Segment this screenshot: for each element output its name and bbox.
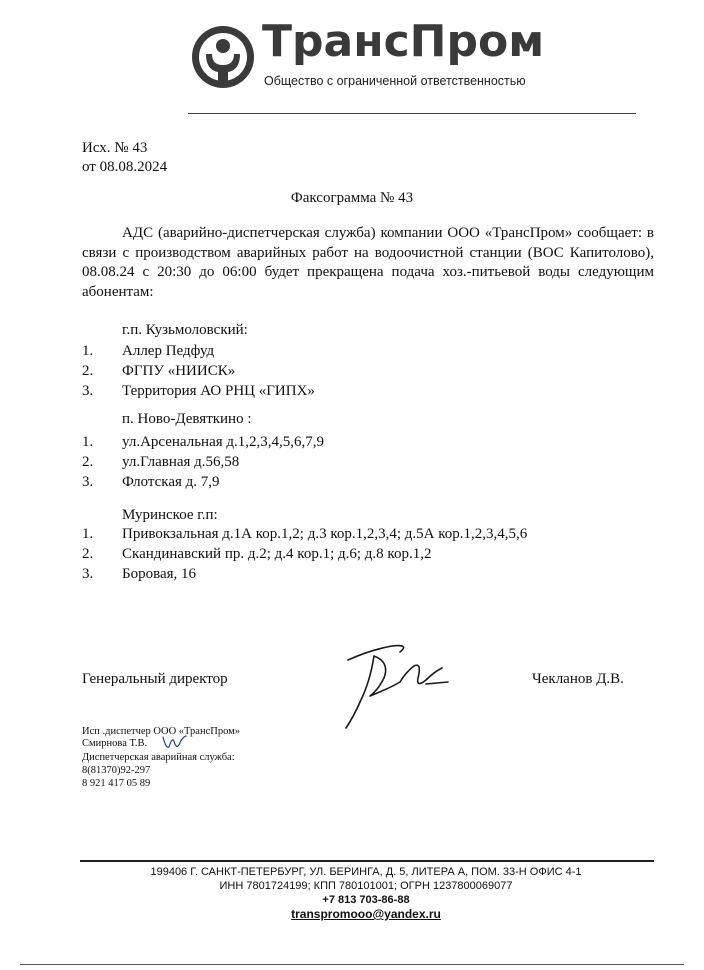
list-item [82, 432, 672, 452]
list-item [82, 544, 672, 564]
item-number: 1. [82, 343, 94, 359]
item-number: 1. [82, 434, 94, 450]
item-number: 2. [82, 363, 94, 379]
handwritten-initials [160, 733, 190, 751]
list-item [82, 361, 672, 381]
item-text: Аллер Педфуд [122, 343, 215, 359]
transprom-logo-icon [190, 24, 256, 90]
dispatch-phone: 8(81370)92-297 [82, 765, 151, 776]
item-number: 1. [82, 526, 94, 542]
list-item [82, 524, 672, 544]
item-text: Боровая, 16 [122, 566, 197, 582]
company-name: ТрансПром [262, 16, 545, 67]
group-title: г.п. Кузьмоловский: [122, 322, 248, 338]
item-text: ФГПУ «НИИСК» [122, 363, 236, 379]
item-text: ул.Главная д.56,58 [122, 454, 240, 470]
footer-divider [80, 860, 654, 862]
footer-phone: +7 813 703-86-88 [322, 894, 410, 906]
list-item [82, 472, 672, 492]
footer-address: 199406 Г. САНКТ-ПЕТЕРБУРГ, УЛ. БЕРИНГА, Д. 5, ЛИТЕРА А, ПОМ. 33-Н ОФИС 4-1 [150, 866, 582, 878]
list-item [82, 452, 672, 472]
item-number: 3. [82, 474, 94, 490]
outgoing-number: Исх. № 43 [82, 140, 148, 156]
header-divider [188, 113, 636, 114]
item-number: 2. [82, 546, 94, 562]
document-title: Факсограмма № 43 [290, 190, 414, 206]
item-number: 2. [82, 454, 94, 470]
company-form: Общество с ограниченной ответственностью [264, 74, 526, 88]
executor-line: Исп .диспетчер ООО «ТрансПром» [82, 726, 241, 737]
item-number: 3. [82, 383, 94, 399]
item-text: Скандинавский пр. д.2; д.4 кор.1; д.6; д.8 кор.1,2 [122, 546, 432, 562]
footer-email[interactable]: transpromooo@yandex.ru [291, 907, 441, 921]
handwritten-signature [330, 632, 460, 732]
address-list [82, 341, 672, 401]
address-list [82, 432, 672, 492]
address-list [82, 524, 672, 584]
dispatch-service-label: Диспетчерская аварийная служба: [82, 752, 235, 763]
list-item [82, 381, 672, 401]
group-title: п. Ново-Девяткино : [122, 411, 252, 427]
item-text: Флотская д. 7,9 [122, 474, 220, 490]
item-text: Привокзальная д.1А кор.1,2; д.3 кор.1,2,3,4; д.5А кор.1,2,3,4,5,6 [122, 526, 528, 542]
item-text: Территория АО РНЦ «ГИПХ» [122, 383, 315, 399]
body-paragraph: АДС (аварийно-диспетчерская служба) компании ООО «ТрансПром» сообщает: в связи с производством аварийных работ на водоочистной станции (ВОС Капитолово), 08.08.24 с 20:30 до 06:00 будет прекращена подача хоз.-питьевой воды следующим абонентам: [82, 225, 654, 300]
signer-name: Чекланов Д.В. [532, 671, 624, 687]
footer-registration: ИНН 7801724199; КПП 780101001; ОГРН 1237800069077 [219, 880, 513, 892]
dispatch-mobile: 8 921 417 05 89 [82, 778, 151, 789]
outgoing-date: от 08.08.2024 [82, 159, 168, 175]
page-edge-line [20, 964, 684, 965]
signer-position: Генеральный директор [82, 671, 228, 687]
list-item [82, 341, 672, 361]
group-title: Муринское г.п: [122, 507, 218, 523]
item-number: 3. [82, 566, 94, 582]
item-text: ул.Арсенальная д.1,2,3,4,5,6,7,9 [122, 434, 325, 450]
list-item [82, 564, 672, 584]
executor-name: Смирнова Т.В. [82, 738, 148, 749]
